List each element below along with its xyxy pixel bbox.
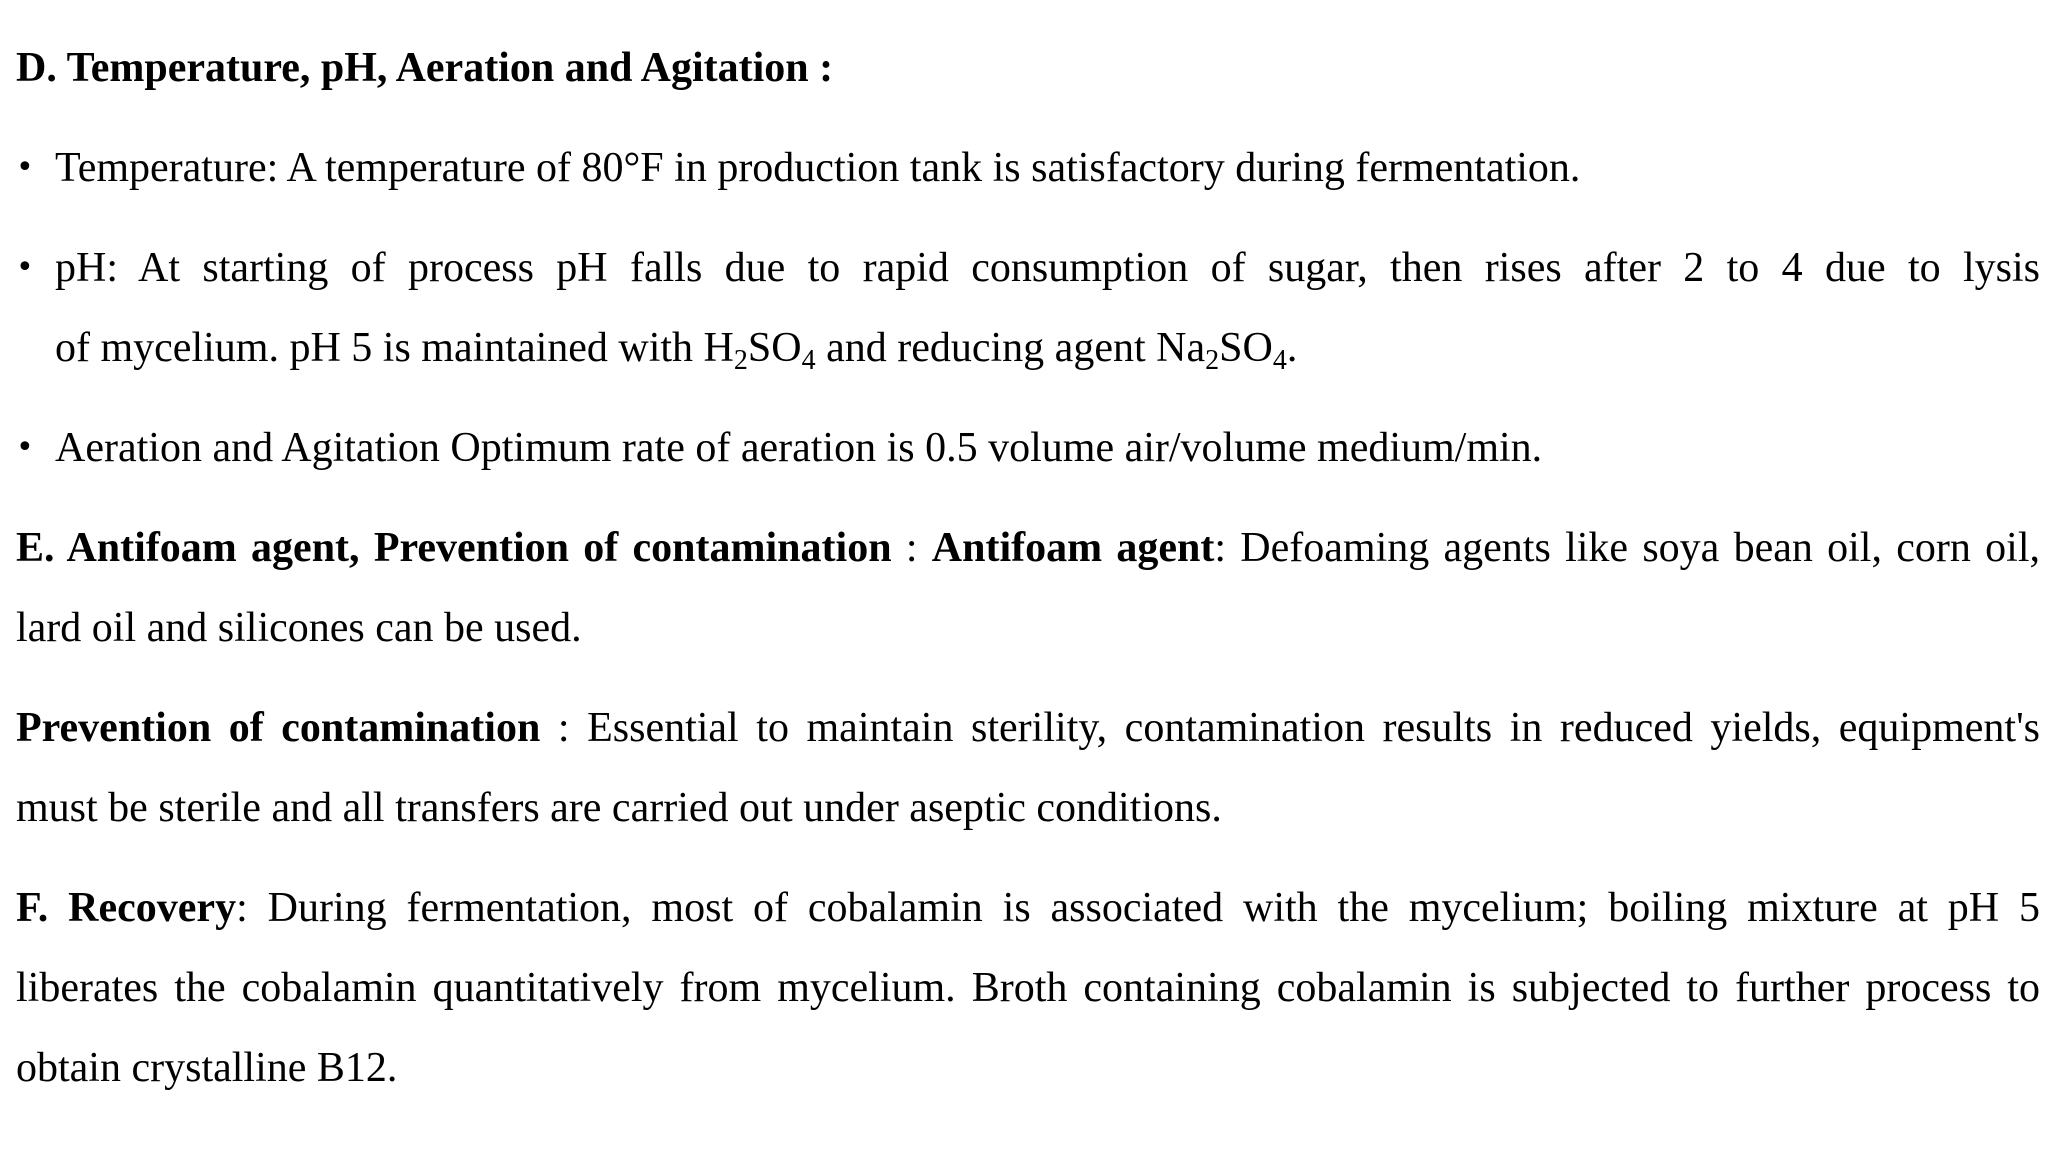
bullet-temperature-text: Temperature: A temperature of 80°F in production tank is satisfactory during fermentation.	[55, 145, 1581, 191]
prevention-label: Prevention of contamination	[16, 705, 541, 751]
bullet-dot: •	[16, 150, 34, 185]
section-e-paragraph	[16, 508, 2040, 668]
antifoam-text: : Defoaming agents like soya bean oil, corn oil, lard oil and silicones can be used.	[16, 525, 2040, 651]
subscript-2: 2	[1205, 345, 1220, 376]
section-f-text: : During fermentation, most of cobalamin is associated with the mycelium; boiling mixture at pH 5 liberates the cobalamin quantitatively from mycelium. Broth containing cobalamin is subjected to further process to obtain crystalline B12.	[16, 885, 2041, 1091]
section-f-heading: F. Recovery	[16, 885, 237, 931]
bullet-dot: •	[16, 250, 34, 285]
prevention-paragraph	[16, 688, 2040, 848]
ph-line2-part-b: SO	[747, 325, 802, 371]
ph-line2-part-c: and reducing agent Na	[815, 325, 1206, 371]
section-f-paragraph	[16, 868, 2040, 1108]
section-e-separator: :	[891, 525, 932, 571]
ph-line2-part-a: of mycelium. pH 5 is maintained with H	[55, 325, 734, 371]
subscript-4: 4	[801, 345, 816, 376]
bullet-dot: •	[16, 430, 34, 465]
section-d-heading: D. Temperature, pH, Aeration and Agitation :	[16, 45, 834, 91]
prevention-text: : Essential to maintain sterility, contamination results in reduced yields, equipment's must be sterile and all transfers are carried out under aseptic conditions.	[16, 705, 2040, 831]
antifoam-label: Antifoam agent	[931, 525, 1215, 571]
bullet-aeration-text: Aeration and Agitation Optimum rate of aeration is 0.5 volume air/volume medium/min.	[55, 425, 1543, 471]
ph-line2-part-d: SO	[1219, 325, 1273, 371]
bullet-ph-line2	[55, 308, 2040, 388]
ph-line2-part-e: .	[1286, 325, 1298, 371]
subscript-4: 4	[1272, 345, 1287, 376]
bullet-ph-text	[55, 228, 2040, 388]
bullet-ph-line1: pH: At starting of process pH falls due to rapid consumption of sugar, then rises after 2 to 4 due to lysis	[55, 245, 2040, 291]
subscript-2: 2	[733, 345, 748, 376]
section-e-heading: E. Antifoam agent, Prevention of contamination	[16, 525, 892, 571]
